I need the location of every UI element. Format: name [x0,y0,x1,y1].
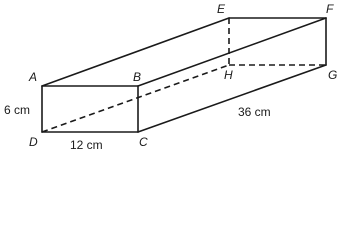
vertex-label-e: E [217,2,226,16]
height-measurement-label: 6 cm [4,103,31,117]
vertex-label-b: B [133,70,142,84]
width-measurement-label: 12 cm [70,138,103,152]
vertex-label-c: C [139,135,148,149]
vertex-label-d: D [29,135,38,149]
vertex-label-g: G [328,68,338,82]
vertex-label-f: F [326,2,334,16]
vertex-label-a: A [29,70,38,84]
vertex-label-h: H [224,68,233,82]
length-measurement-label: 36 cm [238,105,271,119]
